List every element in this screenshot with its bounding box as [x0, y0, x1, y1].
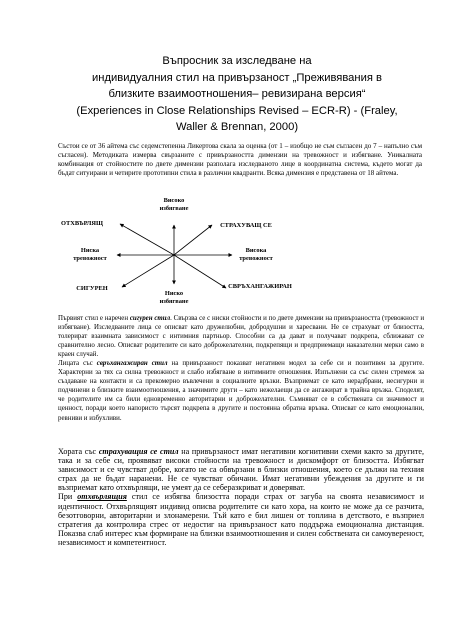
paragraph-fearful-style: Хората със страхуващия се стил на привързаност имат негативни когнитивни схеми както за другите, така и за себе си, проявяват високи стойности на тревожност и дискомфорт от близостта. Избягват зависимост и се чувстват добре, когато не са обвързани в близки отношения, което се дължи на техния страх да не бъдат наранени. Не се чувстват обичани. Имат негативни убеждения за другите и ги възприемат като отхвърлящи, не умеят да се себеразкриват и доверяват.	[58, 447, 424, 493]
title-line-5: Waller & Brennan, 2000)	[175, 121, 299, 133]
quadrant-label-fearful: СТРАХУВАЩ СЕ	[220, 222, 272, 229]
axis-label-bottom-1: Ниско	[164, 290, 184, 297]
paragraph-dismissing-style: При отхвърлящия стил се избягва близостта поради страх от загуба на своята независимост и идентичност. Отхвърлящият индивид описва родителите си като хора, на които не може да се разчита, безотговорни, авторитарни и злонамерени. Тъй като е бил лишен от топлина в детството, е възприел стратегия да контролира стрес от недостиг на привързаност като поддържа емоционална дистанция. Показва слаб интерес към формиране на близки взаимоотношения и силен собствената си самоувереност, независимост и компетентност.	[58, 492, 424, 547]
body-section-1	[58, 314, 424, 423]
axis-label-bottom-2: избягване	[159, 298, 189, 305]
quadrant-label-secure: СИГУРЕН	[76, 285, 108, 292]
body-section-2	[58, 447, 424, 547]
intro-paragraph: Състои се от 36 айтема със седемстепенна Ликертова скала за оценка (от 1 – изобщо не съм съгласен до 7 – напълно съм съгласен). Методиката измерва свързаните с привързаността димензии на тревожност и избягване. Уникалната комбинация от стойностите по двете димензии разполага изследваното лице в координатна система, където могат да бъдат ситуирани и четирите прототипни стила в различни квадранти. Всяка димензия е представена от 18 айтема.	[58, 142, 422, 178]
axis-label-top-2: избягване	[159, 205, 189, 212]
document-title	[40, 53, 434, 136]
title-line-4: (Experiences in Close Relationships Revised – ECR-R) - (Fraley,	[76, 104, 398, 117]
axis-label-right-2: тревожност	[239, 255, 273, 262]
title-line-2: индивидуалния стил на привързаност „Преживявания в	[92, 71, 382, 84]
title-line-3: близките взаимоотношения– ревизирана версия“	[108, 88, 366, 100]
quadrant-label-dismissing: ОТХВЪРЛЯЩ	[61, 220, 103, 227]
diagonal-arrow-bottom-left	[122, 255, 174, 287]
axis-label-left-2: тревожност	[73, 255, 107, 262]
diagonal-arrow-top-right	[174, 225, 212, 255]
paragraph-secure-style: Първият стил е наречен сигурен стил. Свързва се с ниски стойности и по двете димензии на привързаността (тревожност и избягване). Изследваните лица се описват като дружелюбни, добродушни и харесвани. Не се страхуват от близостта, толерират взаимната зависимост с интимния партньор. Способни са да дават и получават подкрепа, сближават се сравнително лесно. Описват родителите си като доброжелателни, подкрепящи и предприемащи наказателни мерки само в краен случай.	[58, 315, 425, 359]
diagonal-arrow-top-left	[120, 224, 174, 255]
axis-label-left-1: Ниска	[80, 247, 100, 254]
paragraph-preoccupied-style: Лицата със свръхангажиран стил на привързаност показват негативен модел за себе си и позитивен за другите. Характерни за тях са силна тревожност и слабо избягване в интимните отношения. Изпълнени са със силен стремеж за създаване на контакти и са прекомерно въвлечени в социалните връзки. Възприемат се като нерадбрани, несигурни и подчинени в близките взаимоотношения, а значимите други – като нежелаещи да се ангажират в трайна връзка. Споделят, че родителите им са били едновременно авторитарни и доброжелателни. Съмняват се в собствената си значимост и ценност, поради което напористо търсят подкрепа в другите и постоянна обратна връзка. Описват се като емоционални, ревниви и избухливи.	[58, 360, 424, 422]
quadrant-label-preoccupied: СВРЪХАНГАЖИРАН	[228, 283, 292, 290]
axis-label-top-1: Високо	[163, 198, 185, 204]
title-line-1: Въпросник за изследване на	[162, 55, 312, 67]
attachment-styles-diagram	[60, 198, 420, 310]
axis-label-right-1: Висока	[245, 247, 267, 254]
diagonal-arrow-bottom-right	[174, 255, 226, 288]
